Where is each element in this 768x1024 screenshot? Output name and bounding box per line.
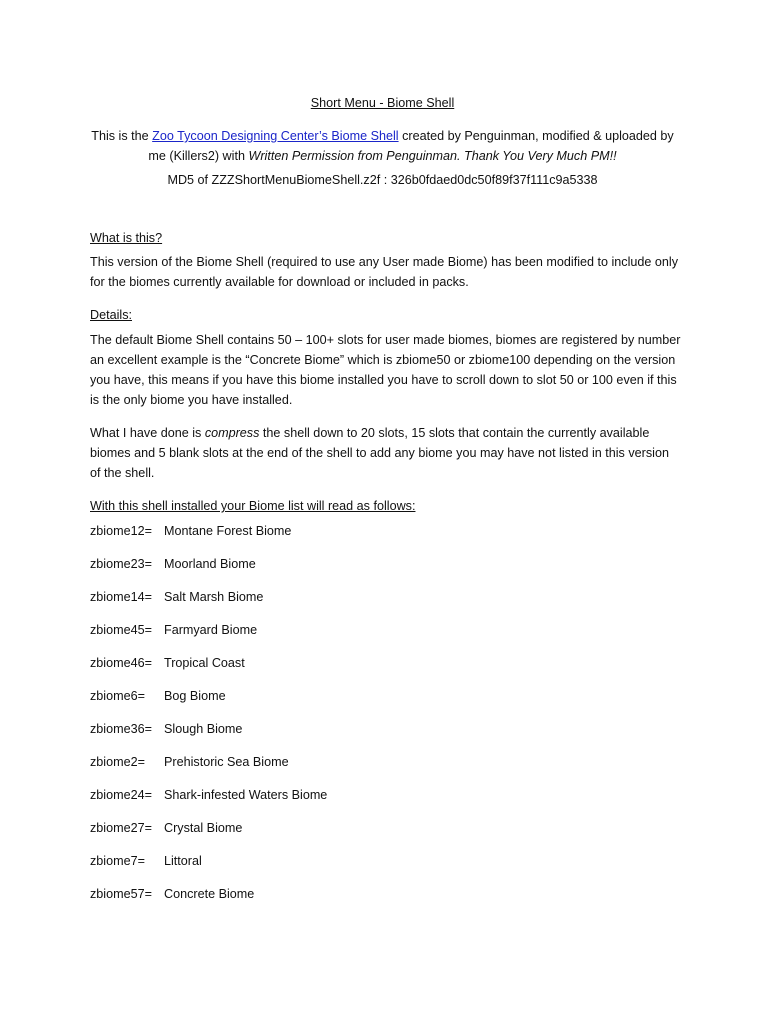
biome-list-heading: With this shell installed your Biome list will read as follows: xyxy=(90,499,416,513)
list-item xyxy=(90,554,327,587)
details-heading: Details: xyxy=(90,308,132,322)
biome-code: zbiome27= xyxy=(90,821,152,835)
intro-permission-text: Written Permission from Penguinman. Thank You Very Much PM!! xyxy=(248,149,617,163)
biome-name: Slough Biome xyxy=(164,722,243,736)
compress-suffix: the shell down to 20 slots, 15 slots that contain the currently available biomes and 5 blank slots at the end of the shell to add any biome you may have not listed in this version of the shell. xyxy=(90,426,669,480)
biome-code: zbiome7= xyxy=(90,854,145,868)
biome-name: Prehistoric Sea Biome xyxy=(164,755,289,769)
list-item xyxy=(90,587,327,620)
biome-name: Concrete Biome xyxy=(164,887,255,901)
biome-code: zbiome2= xyxy=(90,755,145,769)
list-item xyxy=(90,785,327,818)
intro-middle: created by Penguinman, modified & uploaded by me (Killers2) with xyxy=(148,129,674,163)
list-item xyxy=(90,818,327,851)
what-is-this-heading: What is this? xyxy=(90,231,163,245)
list-item xyxy=(90,686,327,719)
biome-name: Littoral xyxy=(164,854,202,868)
list-item xyxy=(90,884,327,917)
list-item xyxy=(90,620,327,653)
compress-prefix: What I have done is xyxy=(90,426,205,440)
intro-prefix: This is the xyxy=(91,129,153,143)
biome-name: Farmyard Biome xyxy=(164,623,258,637)
what-is-this-text: This version of the Biome Shell (required to use any User made Biome) has been modified to include only for the biomes currently available for download or included in packs. xyxy=(90,255,679,289)
details-section xyxy=(90,305,682,410)
biome-code: zbiome24= xyxy=(90,788,152,802)
list-item xyxy=(90,719,327,752)
biome-code: zbiome45= xyxy=(90,623,152,637)
list-item xyxy=(90,653,327,686)
details-paragraph-1: The default Biome Shell contains 50 – 100+ slots for user made biomes, biomes are registered by number an excellent example is the “Concrete Biome” which is zbiome50 or zbiome100 depending on the version you have, this means if you have this biome installed you have to scroll down to slot 50 or 100 even if this is the only biome you have installed. xyxy=(90,333,681,407)
biome-code: zbiome46= xyxy=(90,656,152,670)
biome-name: Tropical Coast xyxy=(164,656,245,670)
biome-code: zbiome23= xyxy=(90,557,152,571)
list-item xyxy=(90,521,327,554)
compress-italic: compress xyxy=(204,426,260,440)
biome-code: zbiome36= xyxy=(90,722,152,736)
compress-paragraph xyxy=(90,423,682,483)
list-item xyxy=(90,851,327,884)
biome-code: zbiome14= xyxy=(90,590,152,604)
biome-code: zbiome57= xyxy=(90,887,152,901)
md5-line: MD5 of ZZZShortMenuBiomeShell.z2f : 326b0fdaed0dc50f89f37f111c9a5338 xyxy=(167,173,598,187)
biome-name: Montane Forest Biome xyxy=(164,524,292,538)
biome-shell-link[interactable]: Zoo Tycoon Designing Center’s Biome Shell xyxy=(152,129,399,143)
biome-name: Crystal Biome xyxy=(164,821,243,835)
list-item xyxy=(90,752,327,785)
intro-paragraph xyxy=(90,126,675,166)
what-is-this-section xyxy=(90,228,682,292)
biome-name: Bog Biome xyxy=(164,689,226,703)
biome-code: zbiome12= xyxy=(90,524,152,538)
biome-name: Salt Marsh Biome xyxy=(164,590,264,604)
biome-name: Shark-infested Waters Biome xyxy=(164,788,328,802)
biome-code: zbiome6= xyxy=(90,689,145,703)
page-title: Short Menu - Biome Shell xyxy=(310,96,455,110)
biome-list xyxy=(90,521,327,917)
biome-name: Moorland Biome xyxy=(164,557,256,571)
